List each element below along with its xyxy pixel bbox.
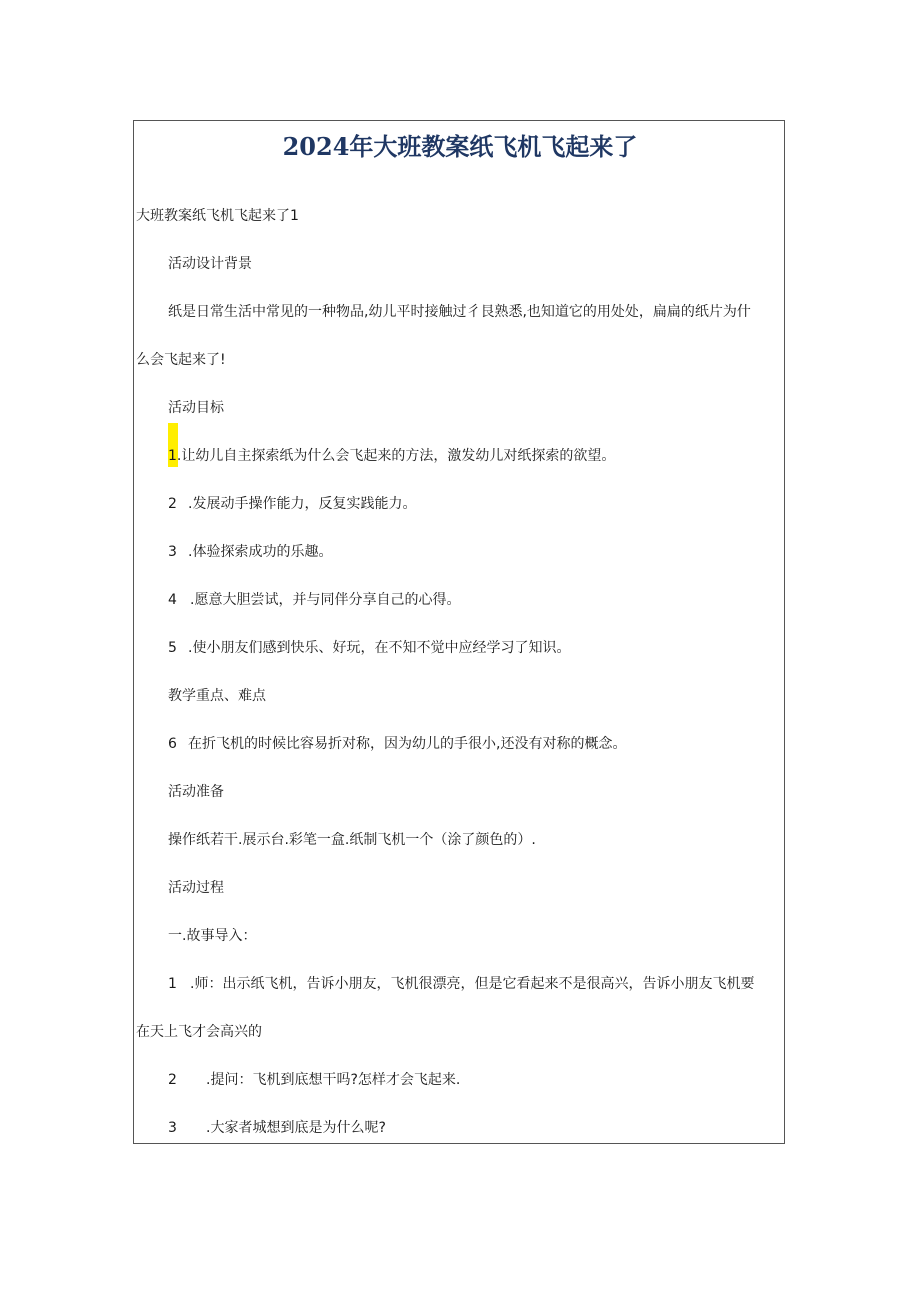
goal-number: 3 xyxy=(168,544,177,560)
prep-text: 操作纸若干.展示台.彩笔一盒.纸制飞机一个（涂了颜色的）. xyxy=(168,832,536,848)
document-subtitle: 大班教案纸飞机飞起来了1 xyxy=(136,208,299,224)
process-step xyxy=(168,1071,460,1089)
goal-number: 2 xyxy=(168,496,177,512)
goal-text: 让幼儿自主探索纸为什么会飞起来的方法，激发幼儿对纸探索的欲望。 xyxy=(181,448,616,464)
background-text-line-2: 么会飞起来了! xyxy=(136,352,226,368)
key-point-item xyxy=(168,735,626,753)
background-heading: 活动设计背景 xyxy=(168,256,252,272)
prep-heading: 活动准备 xyxy=(168,784,224,800)
process-step-number: 3 xyxy=(168,1120,177,1136)
process-step-text: .提问：飞机到底想干吗?怎样才会飞起来. xyxy=(206,1072,461,1088)
intro-heading: 一.故事导入： xyxy=(168,928,257,944)
document-frame xyxy=(133,120,785,1144)
goal-item xyxy=(168,447,615,465)
goal-item xyxy=(168,495,416,513)
goal-number: 1. xyxy=(168,448,182,464)
process-step xyxy=(168,975,754,993)
document-title: 2024年大班教案纸飞机飞起来了 xyxy=(282,132,638,161)
goal-text: .发展动手操作能力，反复实践能力。 xyxy=(188,496,417,512)
process-step-text: .大家者城想到底是为什么呢? xyxy=(206,1120,386,1136)
key-point-text: 在折飞机的时候比容易折对称，因为幼儿的手很小,还没有对称的概念。 xyxy=(188,736,627,752)
goal-text: .使小朋友们感到快乐、好玩，在不知不觉中应经学习了知识。 xyxy=(188,640,571,656)
process-step-continuation: 在天上飞才会高兴的 xyxy=(136,1024,262,1040)
goals-heading: 活动目标 xyxy=(168,400,224,416)
goal-item xyxy=(168,543,332,561)
goal-text: .体验探索成功的乐趣。 xyxy=(188,544,333,560)
goal-item xyxy=(168,639,570,657)
goal-text: .愿意大胆尝试，并与同伴分享自己的心得。 xyxy=(190,592,461,608)
goal-item xyxy=(168,591,460,609)
process-step xyxy=(168,1119,386,1137)
process-heading: 活动过程 xyxy=(168,880,224,896)
key-points-heading: 教学重点、难点 xyxy=(168,688,266,704)
process-step-number: 2 xyxy=(168,1072,177,1088)
goal-number: 4 xyxy=(168,592,177,608)
key-point-number: 6 xyxy=(168,736,177,752)
goal-number: 5 xyxy=(168,640,177,656)
background-text-line-1: 纸是日常生活中常见的一种物品,幼儿平时接触过彳艮熟悉,也知道它的用处处，扁扁的纸片为什 xyxy=(168,304,751,320)
process-step-text: .师：出示纸飞机，告诉小朋友，飞机很漂亮，但是它看起来不是很高兴，告诉小朋友飞机要 xyxy=(190,976,755,992)
process-step-number: 1 xyxy=(168,976,177,992)
